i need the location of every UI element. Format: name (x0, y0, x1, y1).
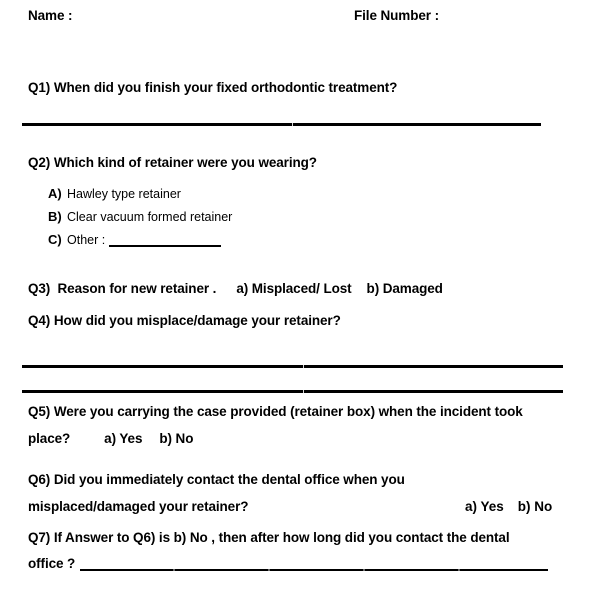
q5-option-b: b) No (159, 431, 194, 446)
question-q7-line2 (28, 556, 548, 571)
q7-answer-line[interactable] (80, 569, 548, 571)
q5-option-a: a) Yes (104, 431, 143, 446)
question-q3-text: Q3) Reason for new retainer . (28, 281, 217, 296)
name-label: Name : (28, 8, 73, 23)
q4-answer-line-1[interactable] (22, 365, 563, 368)
q5-line2-label: place? (28, 431, 71, 446)
q7-line2-label: office ? (28, 556, 76, 571)
question-q2-text: Q2) Which kind of retainer were you wearing? (28, 155, 317, 170)
q3-option-a: a) Misplaced/ Lost (236, 281, 352, 296)
question-q5-line1: Q5) Were you carrying the case provided (retainer box) when the incident took (28, 404, 523, 419)
q2-other-answer-line[interactable] (109, 245, 221, 247)
q2-option-c (48, 232, 221, 247)
file-number-label: File Number : (354, 8, 439, 23)
q2-option-b-label: Clear vacuum formed retainer (67, 210, 233, 224)
q2-option-a-letter: A) (48, 186, 62, 201)
question-q6-line2: misplaced/damaged your retainer? (28, 499, 249, 514)
q2-option-b-letter: B) (48, 209, 62, 224)
q2-option-a-label: Hawley type retainer (67, 187, 181, 201)
q4-answer-line-2[interactable] (22, 390, 563, 393)
question-q7-line1: Q7) If Answer to Q6) is b) No , then after how long did you contact the dental (28, 530, 510, 545)
question-q3 (28, 281, 443, 296)
q2-option-c-letter: C) (48, 232, 62, 247)
q1-answer-line[interactable] (22, 123, 541, 126)
q6-option-a: a) Yes (465, 499, 504, 514)
q6-options (465, 499, 552, 514)
question-q5-line2 (28, 431, 193, 446)
question-q6-line1: Q6) Did you immediately contact the dental office when you (28, 472, 405, 487)
q2-option-a (48, 186, 181, 201)
q2-option-c-label: Other : (67, 233, 106, 247)
question-q1-text: Q1) When did you finish your fixed orthodontic treatment? (28, 80, 398, 95)
q3-option-b: b) Damaged (366, 281, 443, 296)
q2-option-b (48, 209, 232, 224)
question-q4-text: Q4) How did you misplace/damage your retainer? (28, 313, 341, 328)
q6-option-b: b) No (517, 499, 553, 514)
